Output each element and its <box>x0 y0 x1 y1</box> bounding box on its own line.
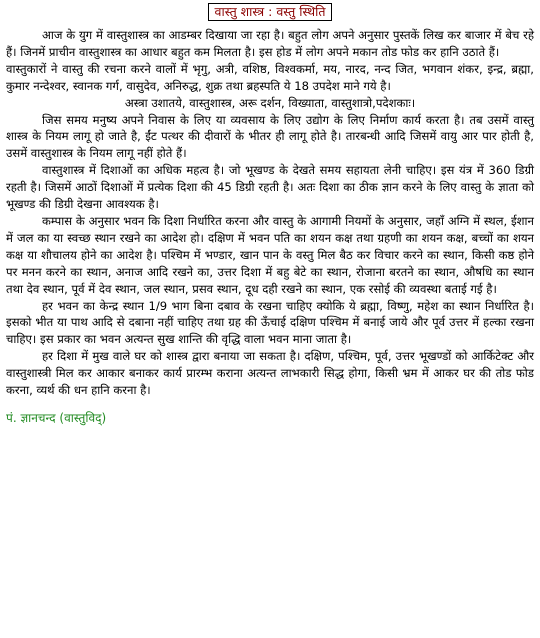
article-title: वास्तु शास्त्र : वस्तु स्थिति <box>208 3 333 21</box>
sanskrit-verse: अस्त्रा उशातये, वास्तुशास्त्र, अरू दर्शन, विख्याता, वास्तुशात्रो,पदेशकाः। <box>124 95 416 110</box>
paragraph-vastu-authors: वास्तुकारों ने वास्तु की रचना करने वालों में भृगु, अत्री, वशिष्ठ, विश्वकर्मा, मय, नारद, नन्द जित, भगवान शंकर, इन्द्र, ब्रह्मा, कुमार नन्देश्वर, स्वानक गर्ग, वासुदेव, अनिरुद्ध, शुक्र तथा ब्रहस्पति ये 18 उपदेश माने गये है। <box>6 61 534 93</box>
paragraph-brahmasthan: हर भवन का केन्द्र स्थान 1/9 भाग बिना दबाव के रखना चाहिए क्योकि ये ब्रह्मा, विष्णु, महेश का स्थान निर्धारित है। इसको भीत या पाथ आदि से दबाना नहीं चाहिए तथा ग्रह की ऊँचाई दक्षिण पश्चिम में बनाई जाये और पूर्व उत्तर में हल्का रखना चाहिए। इस प्रकार का भवन अत्यन्त सुख शान्ति की वृद्धि वाला भवन माना जाता है। <box>6 298 534 347</box>
paragraph-directions: वास्तुशास्त्र में दिशाओं का अधिक महत्व है। जो भूखण्ड के देखते समय सहायता लेनी चाहिए। इस यंत्र में 360 डिग्री रहती है। जिसमें आठों दिशाओं में प्रत्येक दिशा की 45 डिग्री रहती है। अतः दिशा का ठीक ज्ञान करने के लिए वास्तु के ज्ञाता को भूखण्ड की डिग्री देखना आवश्यक है। <box>6 163 534 212</box>
paragraph-intro: आज के युग में वास्तुशास्त्र का आडम्बर दिखाया जा रहा है। बहुत लोग अपने अनुसार पुस्तकें लिख कर बाजार में बेच रहे हैं। जिनमें प्राचीन वास्तुशास्त्र का आधार बहुत कम मिलता है। इस होड में लोग अपने मकान तोड फोड कर हानि उठाते हैं। <box>6 28 534 59</box>
paragraph-conclusion: हर दिशा में मुख वाले घर को शास्त्र द्वारा बनाया जा सकता है। दक्षिण, पश्चिम, पूर्व, उत्तर भूखण्डों को आर्किटेक्ट और वास्तुशास्त्री मिल कर आकार बनाकर कार्य प्रारम्भ कराना अत्यन्त लाभकारी सिद्ध होगा, किसी भ्रम में आकर घर की तोड फोड करना, व्यर्थ की धन हानि करना है। <box>6 349 534 398</box>
author-signature: पं. ज्ञानचन्द (वास्तुविद्) <box>6 410 107 425</box>
article-body <box>6 27 534 399</box>
article-title-box <box>6 3 534 21</box>
paragraph-compass-layout: कम्पास के अनुसार भवन कि दिशा निर्धारित करना और वास्तु के आगामी नियमों के अनुसार, जहाँ अग्नि में स्थल, ईशान में जल का या स्वच्छ स्थान रखने का आदेश हो। दक्षिण में भवन पति का शयन कक्ष तथा ग्रहणी का शयन कक्ष, बच्चों का शयन कक्ष या शौचालय होने का आदेश है। पश्चिम में भण्डार, खान पान के वस्तु मिल बैठ कर विचार करने का स्थान, किसी कष्ठ होने पर मनन करने का स्थान, अनाज आदि रखने का, उत्तर दिशा में बहु बेटे का स्थान, रोजाना बरतने का स्थान, औषधि का स्थान तथा देव स्थान, पूर्व में देव स्थान, जल स्थान, प्रसव स्थान, दूध दही रखने का स्थान, एक रसोई की व्यवस्था बताई गई है। <box>6 213 534 296</box>
paragraph-construction-rules: जिस समय मनुष्य अपने निवास के लिए या व्यवसाय के लिए उद्योग के लिए निर्माण कार्य करता है। तब उसमें वास्तु शास्त्र के नियम लागू हो जाते है, ईंट पत्थर की दीवारों के भीतर ही लागू होते है। तारबन्धी आदि जिसमें वायु आर पार होती है, उसमें वास्तुशास्त्र के नियम लागू नहीं होते हैं। <box>6 112 534 161</box>
